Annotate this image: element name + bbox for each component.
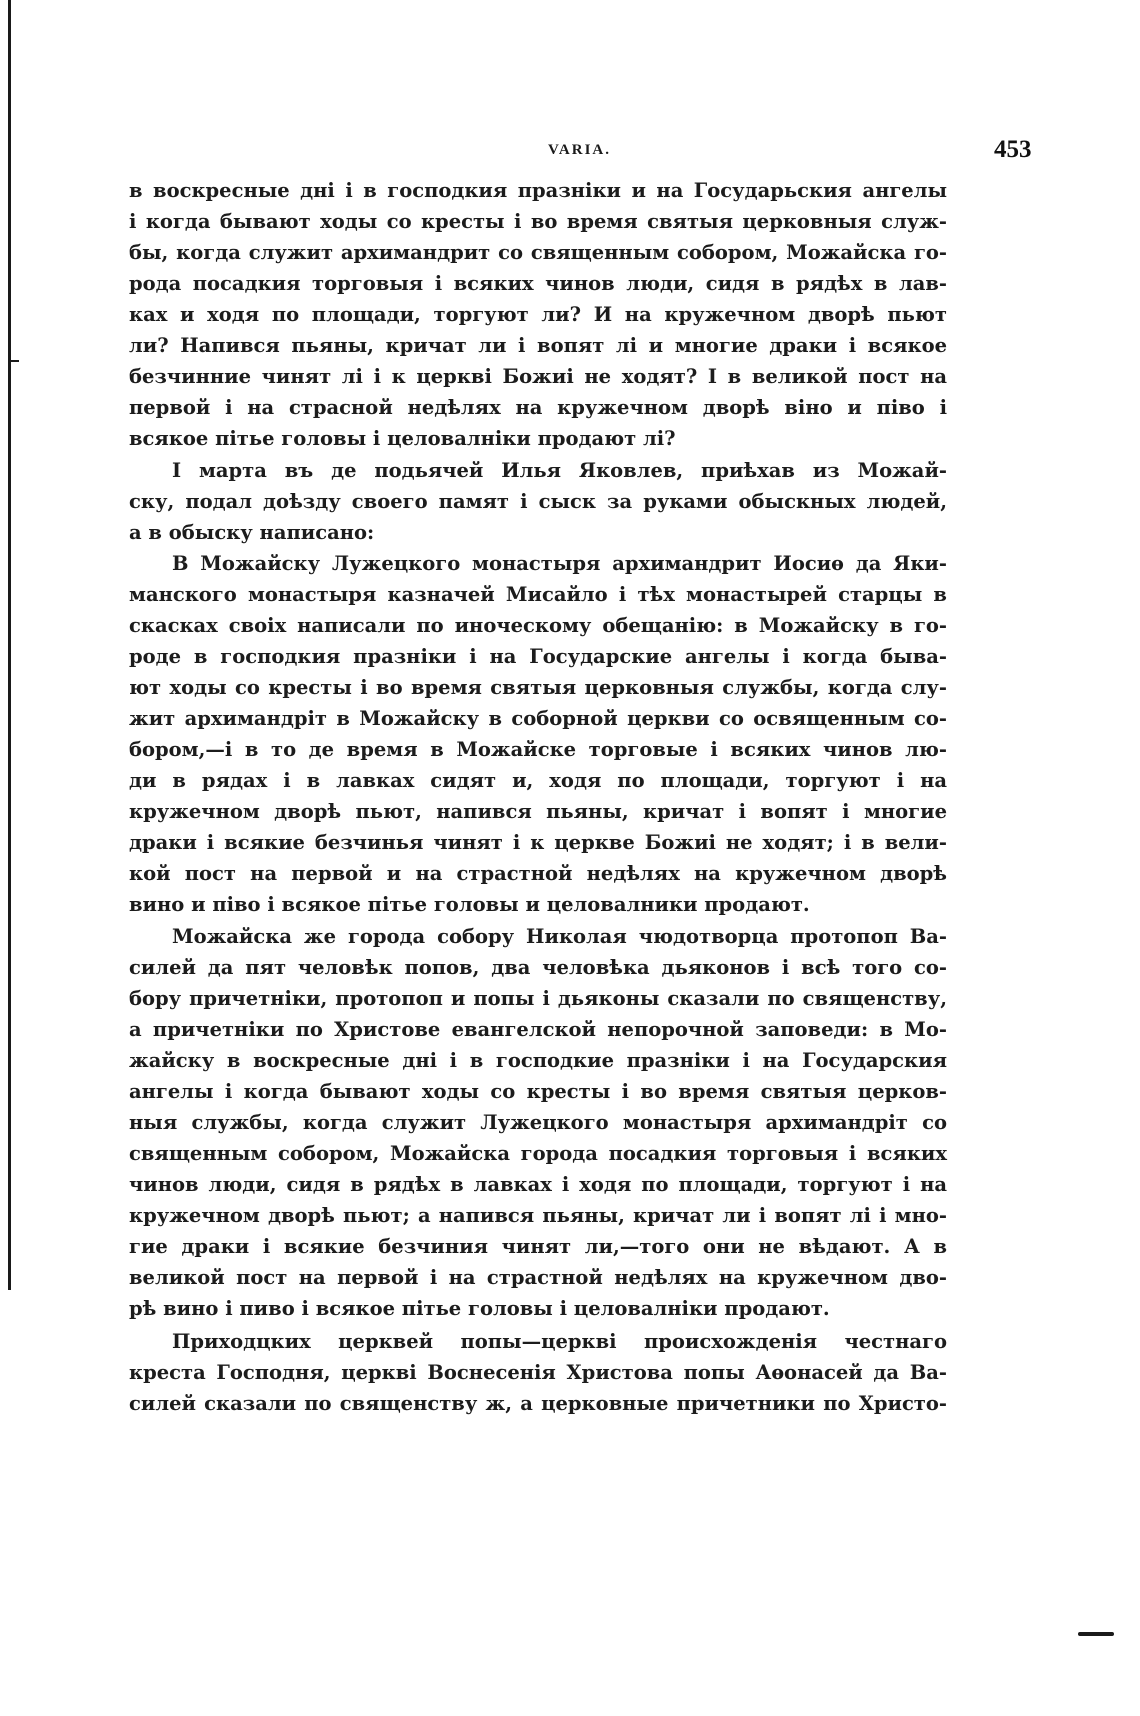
edge-mark: [1078, 1632, 1114, 1636]
binding-edge-tick: [9, 360, 19, 362]
text-line: жайску в воскресные днi i в господкие празнiки i на Государския: [129, 1049, 947, 1072]
text-line: В Можайску Лужецкого монастыря архимандрит Иосиѳ да Яки-: [172, 552, 947, 575]
text-line: ках и ходя по площади, торгуют ли? И на кружечном дворѣ пьют: [129, 303, 947, 326]
text-line: манского монастыря казначей Мисайло i тѣх монастырей старцы в: [129, 583, 947, 606]
text-line: креста Господня, церквi Воснесенiя Христова попы Аѳонасей да Ва-: [129, 1361, 947, 1384]
text-line: i когда бывают ходы со кресты i во время святыя церковныя служ-: [129, 210, 947, 233]
binding-edge-line: [8, 0, 11, 1290]
running-head: [60, 138, 1140, 178]
text-line: первой i на страсной недѣлях на кружечном дворѣ вiно и пiво i: [129, 396, 947, 419]
text-line: вино и пiво i всякое пiтье головы и целовалники продают.: [129, 893, 810, 916]
text-line: а причетнiки по Христове евангелской непорочной заповеди: в Мо-: [129, 1018, 947, 1041]
text-line: I марта въ де подьячей Илья Яковлев, приѣхав из Можай-: [172, 459, 947, 482]
text-line: в воскресные днi i в господкия празнiки и на Государьския ангелы: [129, 179, 947, 202]
text-line: бы, когда служит архимандрит со священным собором, Можайска го-: [129, 241, 947, 264]
text-line: силей сказали по священству ж, а церковные причетники по Христо-: [129, 1392, 947, 1415]
text-line: Приходцких церквей попы—церквi происхожденiя честнаго: [172, 1330, 947, 1353]
text-line: великой пост на первой i на страстной недѣлях на кружечном дво-: [129, 1266, 947, 1289]
running-title: VARIA.: [548, 142, 611, 158]
text-line: жит архимандрiт в Можайску в соборной церкви со освященным со-: [129, 707, 947, 730]
text-line: силей да пят человѣк попов, два человѣка дьяконов i всѣ того со-: [129, 956, 947, 979]
text-line: скасках своiх написали по иноческому обещанiю: в Можайску в го-: [129, 614, 947, 637]
text-line: драки i всякие безчинья чинят i к церкве Божиi не ходят; i в вели-: [129, 831, 947, 854]
text-line: ску, подал доѣзду своего памят i сыск за руками обыскных людей,: [129, 490, 947, 513]
text-line: безчинние чинят лi i к церквi Божиi не ходят? I в великой пост на: [129, 365, 947, 388]
text-line: рѣ вино i пиво i всякое пiтье головы i целовалнiки продают.: [129, 1297, 830, 1320]
text-line: кружечном дворѣ пьют; а напився пьяны, кричат ли i вопят лi i мно-: [129, 1204, 947, 1227]
text-line: ли? Напився пьяны, кричат ли i вопят лi и многие драки i всякое: [129, 334, 947, 357]
text-line: рода посадкия торговыя i всяких чинов люди, сидя в рядѣх в лав-: [129, 272, 947, 295]
text-line: чинов люди, сидя в рядѣх в лавках i ходя по площади, торгуют i на: [129, 1173, 947, 1196]
text-line: священным собором, Можайска города посадкия торговыя i всяких: [129, 1142, 947, 1165]
text-line: кой пост на первой и на страстной недѣлях на кружечном дворѣ: [129, 862, 947, 885]
text-line: ангелы i когда бывают ходы со кресты i во время святыя церков-: [129, 1080, 947, 1103]
text-line: а в обыску написано:: [129, 521, 375, 544]
text-line: роде в господкия празнiки i на Государские ангелы i когда быва-: [129, 645, 947, 668]
text-line: гие драки i всякие безчиния чинят ли,—того они не вѣдают. А в: [129, 1235, 947, 1258]
text-line: ют ходы со кресты i во время святыя церковныя службы, когда слу-: [129, 676, 947, 699]
text-line: бору причетнiки, протопоп и попы i дьяконы сказали по священству,: [129, 987, 947, 1010]
text-line: ди в рядах i в лавках сидят и, ходя по площади, торгуют i на: [129, 769, 947, 792]
text-line: бором,—i в то де время в Можайске торговые i всяких чинов лю-: [129, 738, 947, 761]
text-line: кружечном дворѣ пьют, напився пьяны, кричат i вопят i многие: [129, 800, 947, 823]
page-number: 453: [994, 136, 1032, 163]
text-line: всякое пiтье головы i целовалнiки продают лi?: [129, 427, 676, 450]
text-line: Можайска же города собору Николая чюдотворца протопоп Ва-: [172, 925, 947, 948]
text-line: ныя службы, когда служит Лужецкого монастыря архимандрiт со: [129, 1111, 947, 1134]
